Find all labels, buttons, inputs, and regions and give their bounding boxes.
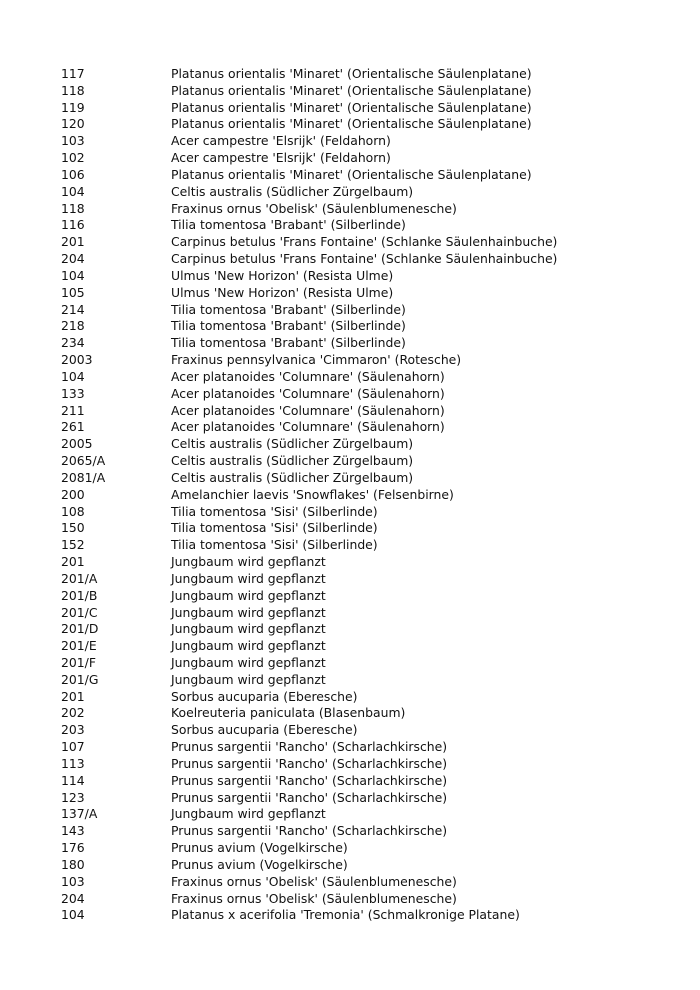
tree-number: 202 — [61, 705, 85, 721]
list-item — [61, 133, 557, 150]
list-item — [61, 66, 557, 83]
tree-species: Jungbaum wird gepflanzt — [171, 554, 326, 570]
tree-species: Platanus orientalis 'Minaret' (Orientalische Säulenplatane) — [171, 66, 532, 81]
tree-species: Fraxinus ornus 'Obelisk' (Säulenblumenesche) — [171, 890, 457, 906]
tree-species: Fraxinus pennsylvanica 'Cimmaron' (Rotesche) — [171, 352, 462, 368]
list-item — [61, 790, 557, 807]
tree-species: Jungbaum wird gepflanzt — [171, 604, 326, 620]
list-item — [61, 756, 557, 773]
tree-species: Acer campestre 'Elsrijk' (Feldahorn) — [171, 133, 391, 149]
list-item — [61, 436, 557, 453]
list-item — [61, 116, 557, 133]
list-item — [61, 554, 557, 571]
tree-number: 176 — [61, 840, 85, 856]
list-item — [61, 386, 557, 403]
list-item — [61, 773, 557, 790]
tree-number: 201/A — [61, 570, 98, 586]
list-item — [61, 857, 557, 874]
tree-species: Koelreuteria paniculata (Blasenbaum) — [171, 705, 406, 721]
list-item — [61, 621, 557, 638]
tree-number: 204 — [61, 890, 85, 906]
list-item — [61, 705, 557, 722]
list-item — [61, 369, 557, 386]
tree-species: Carpinus betulus 'Frans Fontaine' (Schlanke Säulenhainbuche) — [171, 251, 558, 267]
tree-species: Jungbaum wird gepflanzt — [171, 654, 326, 670]
tree-number: 150 — [61, 520, 85, 536]
tree-number: 2003 — [61, 352, 93, 368]
tree-number: 201 — [61, 554, 85, 570]
tree-number: 108 — [61, 503, 85, 519]
list-item — [61, 840, 557, 857]
tree-species: Ulmus 'New Horizon' (Resista Ulme) — [171, 267, 394, 283]
tree-species: Celtis australis (Südlicher Zürgelbaum) — [171, 436, 414, 452]
tree-number: 104 — [61, 907, 85, 923]
list-item — [61, 470, 557, 487]
tree-number: 211 — [61, 402, 85, 418]
tree-number: 152 — [61, 537, 85, 553]
list-item — [61, 874, 557, 891]
tree-number: 143 — [61, 823, 85, 839]
tree-species: Celtis australis (Südlicher Zürgelbaum) — [171, 469, 414, 485]
list-item — [61, 891, 557, 908]
list-item — [61, 689, 557, 706]
tree-species: Tilia tomentosa 'Brabant' (Silberlinde) — [171, 318, 406, 334]
tree-species: Prunus sargentii 'Rancho' (Scharlachkirsche) — [171, 755, 448, 771]
tree-number: 120 — [61, 116, 85, 132]
tree-species: Tilia tomentosa 'Sisi' (Silberlinde) — [171, 520, 378, 536]
tree-species: Jungbaum wird gepflanzt — [171, 638, 326, 654]
tree-species: Jungbaum wird gepflanzt — [171, 570, 326, 586]
tree-number: 103 — [61, 873, 85, 889]
tree-number: 214 — [61, 301, 85, 317]
list-item — [61, 638, 557, 655]
list-item — [61, 403, 557, 420]
tree-species: Ulmus 'New Horizon' (Resista Ulme) — [171, 284, 394, 300]
tree-number: 200 — [61, 486, 85, 502]
tree-species: Tilia tomentosa 'Sisi' (Silberlinde) — [171, 503, 378, 519]
list-item — [61, 150, 557, 167]
tree-number: 119 — [61, 99, 85, 115]
tree-number: 116 — [61, 217, 85, 233]
tree-species: Platanus orientalis 'Minaret' (Orientalische Säulenplatane) — [171, 82, 532, 98]
tree-number: 2065/A — [61, 453, 106, 469]
list-item — [61, 453, 557, 470]
list-item — [61, 739, 557, 756]
tree-number: 234 — [61, 335, 85, 351]
list-item — [61, 588, 557, 605]
tree-species: Acer platanoides 'Columnare' (Säulenahorn) — [171, 419, 445, 435]
tree-species: Jungbaum wird gepflanzt — [171, 806, 326, 822]
tree-number: 201/B — [61, 587, 98, 603]
tree-species: Amelanchier laevis 'Snowflakes' (Felsenbirne) — [171, 486, 454, 502]
tree-species: Fraxinus ornus 'Obelisk' (Säulenblumenesche) — [171, 200, 457, 216]
tree-number: 2081/A — [61, 469, 106, 485]
tree-number: 201 — [61, 234, 85, 250]
tree-species: Platanus orientalis 'Minaret' (Orientalische Säulenplatane) — [171, 116, 532, 132]
tree-number: 201/D — [61, 621, 99, 637]
list-item — [61, 285, 557, 302]
tree-species: Platanus x acerifolia 'Tremonia' (Schmalkronige Platane) — [171, 907, 520, 923]
tree-number: 201/F — [61, 654, 96, 670]
list-item — [61, 251, 557, 268]
list-item — [61, 268, 557, 285]
tree-number: 117 — [61, 66, 85, 81]
tree-number: 2005 — [61, 436, 93, 452]
tree-species: Prunus sargentii 'Rancho' (Scharlachkirsche) — [171, 823, 448, 839]
tree-number: 102 — [61, 150, 85, 166]
tree-number: 137/A — [61, 806, 98, 822]
tree-number: 114 — [61, 772, 85, 788]
tree-number: 201/E — [61, 638, 97, 654]
tree-species: Tilia tomentosa 'Brabant' (Silberlinde) — [171, 301, 406, 317]
tree-number: 113 — [61, 755, 85, 771]
tree-species: Jungbaum wird gepflanzt — [171, 621, 326, 637]
tree-number: 105 — [61, 284, 85, 300]
tree-number: 118 — [61, 82, 85, 98]
tree-list — [61, 66, 557, 924]
tree-number: 106 — [61, 166, 85, 182]
tree-species: Carpinus betulus 'Frans Fontaine' (Schlanke Säulenhainbuche) — [171, 234, 558, 250]
list-item — [61, 217, 557, 234]
tree-species: Acer platanoides 'Columnare' (Säulenahorn) — [171, 402, 445, 418]
list-item — [61, 571, 557, 588]
tree-number: 203 — [61, 722, 85, 738]
list-item — [61, 504, 557, 521]
list-item — [61, 352, 557, 369]
tree-species: Platanus orientalis 'Minaret' (Orientalische Säulenplatane) — [171, 166, 532, 182]
list-item — [61, 487, 557, 504]
tree-species: Prunus avium (Vogelkirsche) — [171, 856, 348, 872]
tree-species: Prunus sargentii 'Rancho' (Scharlachkirsche) — [171, 739, 448, 755]
list-item — [61, 722, 557, 739]
tree-species: Prunus sargentii 'Rancho' (Scharlachkirsche) — [171, 789, 448, 805]
list-item — [61, 335, 557, 352]
tree-species: Celtis australis (Südlicher Zürgelbaum) — [171, 453, 414, 469]
tree-number: 201/C — [61, 604, 98, 620]
list-item — [61, 302, 557, 319]
tree-number: 201/G — [61, 671, 99, 687]
list-item — [61, 907, 557, 924]
tree-species: Acer platanoides 'Columnare' (Säulenahorn) — [171, 385, 445, 401]
tree-species: Prunus avium (Vogelkirsche) — [171, 840, 348, 856]
list-item — [61, 100, 557, 117]
tree-number: 104 — [61, 368, 85, 384]
tree-species: Tilia tomentosa 'Brabant' (Silberlinde) — [171, 217, 406, 233]
list-item — [61, 537, 557, 554]
list-item — [61, 672, 557, 689]
list-item — [61, 823, 557, 840]
tree-number: 218 — [61, 318, 85, 334]
tree-number: 104 — [61, 267, 85, 283]
tree-species: Acer campestre 'Elsrijk' (Feldahorn) — [171, 150, 391, 166]
tree-species: Sorbus aucuparia (Eberesche) — [171, 722, 358, 738]
tree-number: 133 — [61, 385, 85, 401]
tree-species: Acer platanoides 'Columnare' (Säulenahorn) — [171, 368, 445, 384]
tree-number: 103 — [61, 133, 85, 149]
list-item — [61, 605, 557, 622]
tree-number: 107 — [61, 739, 85, 755]
tree-species: Fraxinus ornus 'Obelisk' (Säulenblumenesche) — [171, 873, 457, 889]
tree-number: 261 — [61, 419, 85, 435]
list-item — [61, 318, 557, 335]
tree-species: Tilia tomentosa 'Sisi' (Silberlinde) — [171, 537, 378, 553]
tree-number: 104 — [61, 183, 85, 199]
tree-number: 201 — [61, 688, 85, 704]
tree-species: Jungbaum wird gepflanzt — [171, 587, 326, 603]
list-item — [61, 83, 557, 100]
list-item — [61, 184, 557, 201]
tree-species: Jungbaum wird gepflanzt — [171, 671, 326, 687]
tree-number: 204 — [61, 251, 85, 267]
tree-number: 123 — [61, 789, 85, 805]
tree-species: Platanus orientalis 'Minaret' (Orientalische Säulenplatane) — [171, 99, 532, 115]
tree-species: Tilia tomentosa 'Brabant' (Silberlinde) — [171, 335, 406, 351]
list-item — [61, 419, 557, 436]
tree-number: 118 — [61, 200, 85, 216]
list-item — [61, 520, 557, 537]
list-item — [61, 234, 557, 251]
list-item — [61, 167, 557, 184]
list-item — [61, 655, 557, 672]
tree-species: Sorbus aucuparia (Eberesche) — [171, 688, 358, 704]
tree-number: 180 — [61, 856, 85, 872]
tree-species: Celtis australis (Südlicher Zürgelbaum) — [171, 183, 414, 199]
tree-species: Prunus sargentii 'Rancho' (Scharlachkirsche) — [171, 772, 448, 788]
list-item — [61, 201, 557, 218]
list-item — [61, 806, 557, 823]
